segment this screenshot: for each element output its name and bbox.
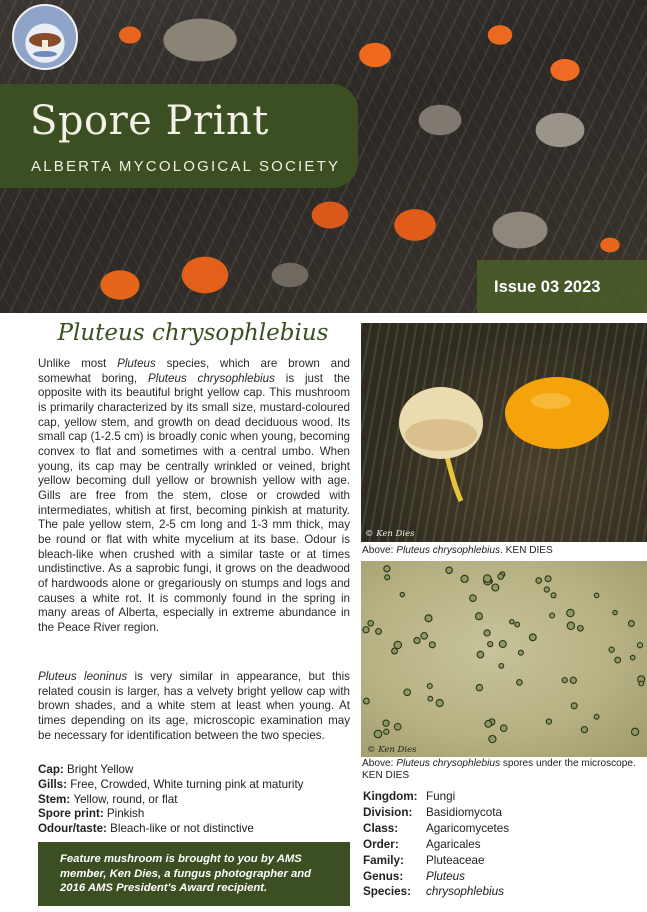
article-paragraph-2: Pluteus leoninus is very similar in appearance, but this related cousin is larger, has a velvety bright yellow cap with brown shades, and a white stem at least when young. At times depending on its age, microscopic examination may be necessary for identification between the two species. [38, 670, 350, 742]
mushroom-photo [361, 323, 647, 542]
photo1-credit: © Ken Dies [365, 529, 415, 539]
spore-microscope-photo [361, 561, 647, 757]
fact-row: Odour/taste: Bleach-like or not distinctive [38, 822, 254, 836]
taxonomy-row: Genus: Pluteus [363, 869, 465, 883]
newsletter-title: Spore Print [30, 98, 269, 144]
quick-facts [38, 763, 350, 837]
article-paragraph-1: Unlike most Pluteus species, which are brown and somewhat boring, Pluteus chrysophlebius is just the opposite with its beautiful bright yellow cap. This mushroom is primarily characterized by its small size, mustard-coloured cap, yellow stem, and growth on dead deciduous wood. Its small cap (1-2.5 cm) is broadly conic when young, becoming convex to flat and sometimes with a central umbo. When young, its cap may be centrally wrinkled or veined, bright yellow becoming dull yellow or brownish yellow with age. Gills are free from the stem, close or crowded with intermediates, whitish at first, becoming pinkish at maturity. The pale yellow stem, 2-5 cm long and 1-3 mm thick, may be round or flat with white mycelium at its base. Odour is bleach-like when crushed with a similar taste or at times undistinctive. As a saprobic fungi, it grows on the deadwood of hardwoods alone or gregariously on stumps and logs and causes a white rot. It is commonly found in the spring in many areas of Alberta, especially in extreme abundance in the Peace River region. [38, 357, 350, 634]
spore-illustration [361, 561, 647, 757]
fact-row: Spore print: Pinkish [38, 807, 145, 821]
taxonomy-row: Kingdom: Fungi [363, 790, 456, 803]
taxonomy-row: Family: Pluteaceae [363, 853, 485, 867]
cover-photo-banner [0, 0, 647, 313]
society-logo [12, 4, 78, 70]
taxonomy-row: Class: Agaricomycetes [363, 821, 510, 835]
society-name: ALBERTA MYCOLOGICAL SOCIETY [31, 158, 341, 175]
taxonomy-row: Order: Agaricales [363, 837, 481, 851]
photo2-caption: Above: Pluteus chrysophlebius spores under the microscope. KEN DIES [362, 758, 636, 782]
mushroom-illustration [361, 323, 647, 542]
fact-row: Cap: Bright Yellow [38, 763, 134, 776]
fact-row: Gills: Free, Crowded, White turning pink at maturity [38, 777, 304, 791]
mushroom-logo-icon [14, 6, 76, 68]
feature-note: Feature mushroom is brought to you by AMS member, Ken Dies, a fungus photographer and 2016 AMS President's Award recipient. [60, 853, 312, 894]
fact-row: Stem: Yellow, round, or flat [38, 792, 178, 806]
taxonomy-list [363, 789, 509, 900]
issue-number: Issue 03 2023 [494, 278, 601, 296]
article-heading: Pluteus chrysophlebius [57, 320, 329, 346]
taxonomy-row: Species: chrysophlebius [363, 885, 504, 899]
photo2-credit: © Ken Dies [367, 745, 417, 755]
photo1-caption: Above: Pluteus chrysophlebius. KEN DIES [362, 545, 553, 556]
taxonomy-row: Division: Basidiomycota [363, 805, 503, 819]
